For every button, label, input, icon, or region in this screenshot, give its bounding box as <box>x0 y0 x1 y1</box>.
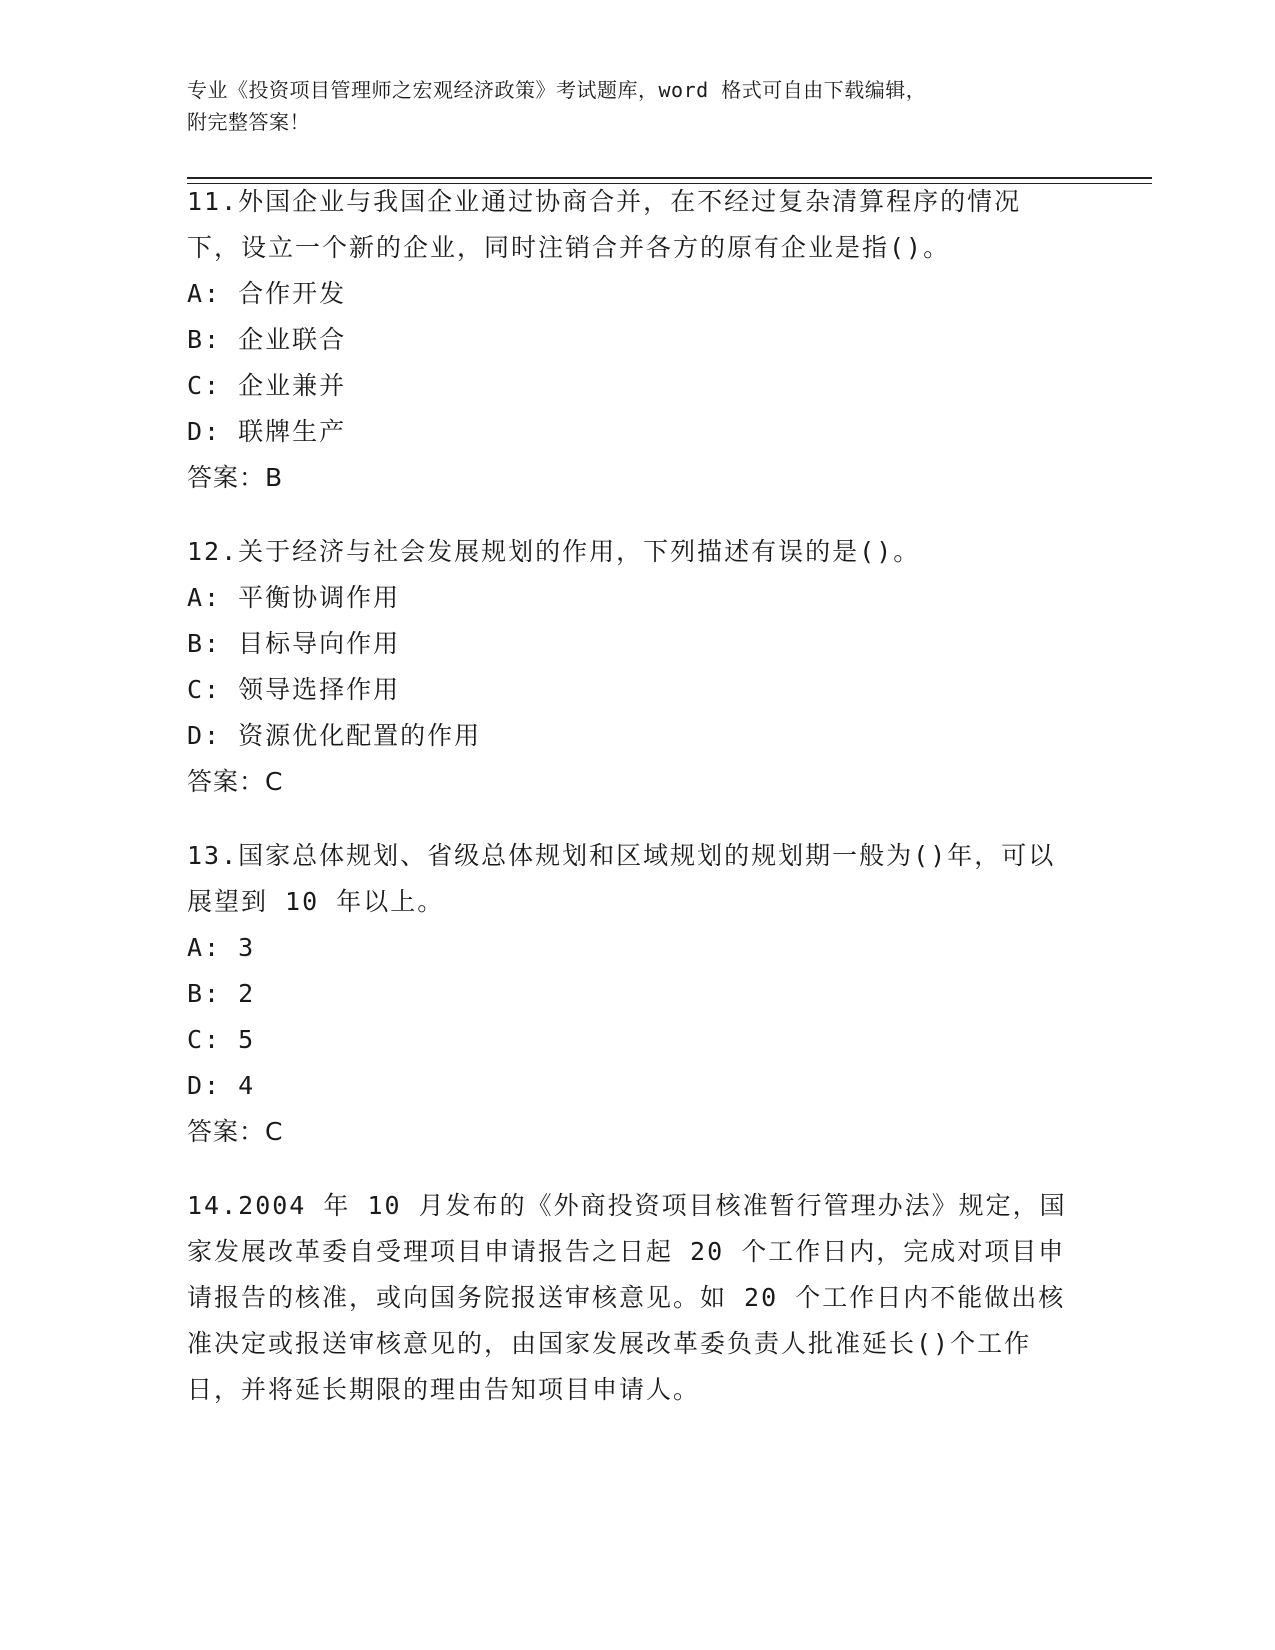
option-b: B: 目标导向作用 <box>187 629 401 658</box>
answer: 答案：C <box>187 1117 284 1146</box>
question-stem: 13.国家总体规划、省级总体规划和区域规划的规划期一般为()年，可以展望到 10 年以上。 <box>187 841 1056 916</box>
option-d: D: 联牌生产 <box>187 417 347 446</box>
answer: 答案：C <box>187 767 284 796</box>
question-11 <box>187 179 1067 501</box>
option-c: C: 企业兼并 <box>187 371 347 400</box>
answer: 答案：B <box>187 463 284 492</box>
document-header <box>187 74 1087 138</box>
option-a: A: 合作开发 <box>187 279 347 308</box>
question-13 <box>187 833 1067 1155</box>
question-stem: 14.2004 年 10 月发布的《外商投资项目核准暂行管理办法》规定，国家发展改革委自受理项目申请报告之日起 20 个工作日内，完成对项目申请报告的核准，或向国务院报送审核意见。如 20 个工作日内不能做出核准决定或报送审核意见的，由国家发展改革委负责人批准延长()个工作日，并将延长期限的理由告知项目申请人。 <box>187 1191 1067 1404</box>
option-b: B: 企业联合 <box>187 325 347 354</box>
option-b: B: 2 <box>187 979 256 1008</box>
option-c: C: 领导选择作用 <box>187 675 401 704</box>
option-a: A: 3 <box>187 933 256 962</box>
header-intro-line-1: 专业《投资项目管理师之宏观经济政策》考试题库，word 格式可自由下载编辑， <box>187 78 927 102</box>
header-intro-line-2: 附完整答案！ <box>187 110 310 134</box>
option-d: D: 4 <box>187 1071 256 1100</box>
option-d: D: 资源优化配置的作用 <box>187 721 482 750</box>
question-12 <box>187 529 1067 805</box>
option-a: A: 平衡协调作用 <box>187 583 401 612</box>
option-c: C: 5 <box>187 1025 256 1054</box>
question-stem: 12.关于经济与社会发展规划的作用，下列描述有误的是()。 <box>187 537 921 566</box>
question-stem: 11.外国企业与我国企业通过协商合并，在不经过复杂清算程序的情况下，设立一个新的企业，同时注销合并各方的原有企业是指()。 <box>187 187 1022 262</box>
question-14 <box>187 1183 1067 1413</box>
